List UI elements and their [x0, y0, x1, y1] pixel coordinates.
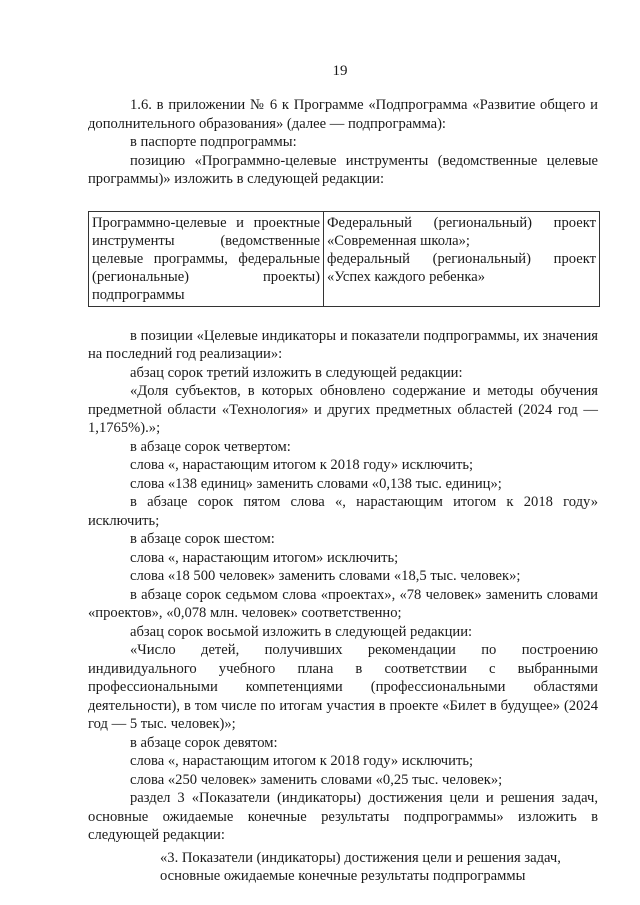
table-cell-right [324, 211, 600, 306]
paragraph-body-7: в абзаце сорок пятом слова «, нарастающим итогом к 2018 году» исключить; [88, 494, 598, 529]
paragraph-intro-2: в паспорте подпрограммы: [130, 134, 297, 150]
paragraph-body-15: слова «, нарастающим итогом к 2018 году» исключить; [130, 753, 474, 769]
instruments-table [88, 211, 600, 307]
paragraph-body-8: в абзаце сорок шестом: [130, 531, 275, 547]
project-modern-school: Федеральный (региональный) проект «Современная школа»; [327, 214, 596, 249]
project-child-success: федеральный (региональный) проект «Успех каждого ребенка» [327, 250, 596, 285]
paragraph-body-10: слова «18 500 человек» заменить словами «18,5 тыс. человек»; [130, 568, 521, 584]
paragraph-body-6: слова «138 единиц» заменить словами «0,138 тыс. единиц»; [130, 475, 502, 492]
paragraph-body-4: в абзаце сорок четвертом: [130, 438, 291, 455]
paragraph-body-12: абзац сорок восьмой изложить в следующей редакции: [130, 623, 473, 640]
paragraph-body-9: слова «, нарастающим итогом» исключить; [130, 549, 399, 566]
paragraph-body-1: в позиции «Целевые индикаторы и показатели подпрограммы, их значения на последний год реализации»: [88, 327, 598, 362]
table-cell-left [89, 211, 324, 306]
paragraph-body-2: абзац сорок третий изложить в следующей редакции: [130, 364, 463, 381]
paragraph-body-13: «Число детей, получивших рекомендации по построению индивидуального учебного плана в соответствии с выбранными профессиональными компетенциями (профессиональными областями деятельности), в том числе по итогам участия в проекте «Билет в будущее» (2024 год — 5 тыс. человек)»; [88, 642, 598, 732]
paragraph-body-3: «Доля субъектов, в которых обновлено содержание и методы обучения предметной области «Технология» и других предметных областей (2024 год — 1,1765%).»; [88, 383, 598, 436]
instruments-label: Программно-целевые и проектные инструменты (ведомственные целевые программы, федеральные (региональные) проекты) подпрограммы [92, 214, 320, 303]
paragraph-body-16: слова «250 человек» заменить словами «0,25 тыс. человек»; [130, 771, 503, 788]
page-number: 19 [332, 63, 348, 79]
paragraph-intro-1: 1.6. в приложении № 6 к Программе «Подпрограмма «Развитие общего и дополнительного образования» (далее — подпрограмма): [88, 97, 598, 132]
paragraph-body-11: в абзаце сорок седьмом слова «проектах», «78 человек» заменить словами «проектов», «0,078 млн. человек» соответственно; [88, 586, 598, 621]
document-body [88, 96, 598, 886]
paragraph-intro-3: позицию «Программно-целевые инструменты (ведомственные целевые программы)» изложить в следующей редакции: [88, 152, 598, 187]
table-row [89, 211, 600, 306]
paragraph-body-14: в абзаце сорок девятом: [130, 734, 278, 751]
paragraph-body-17: раздел 3 «Показатели (индикаторы) достижения цели и решения задач, основные ожидаемые конечные результаты подпрограммы» изложить в следующей редакции: [88, 790, 598, 843]
paragraph-body-5: слова «, нарастающим итогом к 2018 году» исключить; [130, 457, 474, 473]
section-3-heading-quote: «3. Показатели (индикаторы) достижения цели и решения задач, основные ожидаемые конечные результаты подпрограммы [160, 849, 561, 884]
